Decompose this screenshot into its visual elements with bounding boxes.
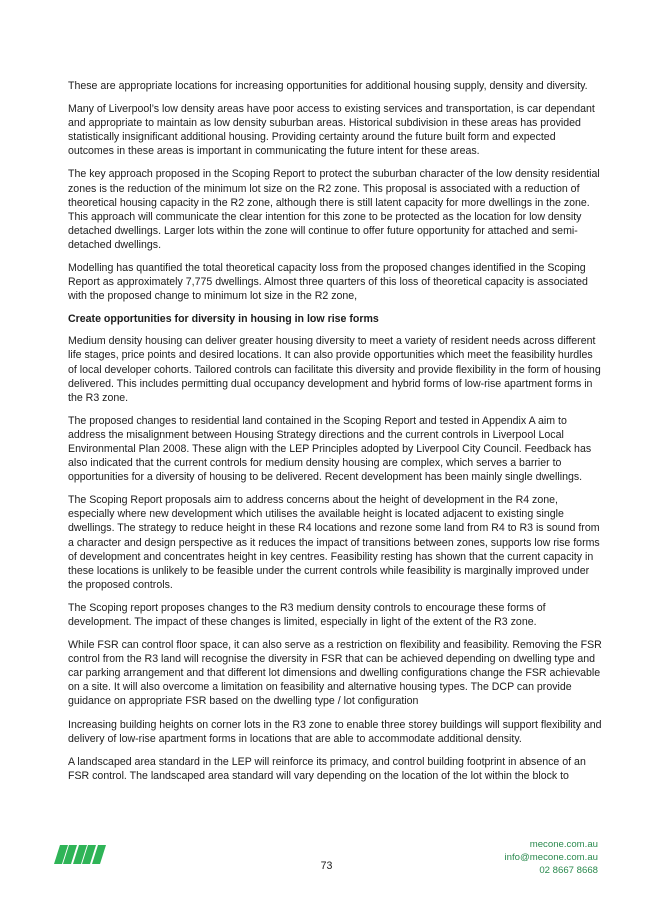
paragraph: While FSR can control floor space, it can also serve as a restriction on flexibility and feasibility. Removing the FSR control from the R3 land will recognise the diversity in FSR that can be achieved depending on dwelling type and car parking arrangement and that different lot dimensions and dwelling configurations change the FSR achievable on a site. It will also overcome a limitation on feasibility and alternative housing types. The DCP can provide guidance on appropriate FSR based on the dwelling type / lot configuration — [68, 639, 602, 708]
document-body — [68, 79, 604, 792]
paragraph: A landscaped area standard in the LEP will reinforce its primacy, and control building footprint in absence of an FSR control. The landscaped area standard will vary depending on the location of the lot within the block to — [68, 755, 586, 782]
page-footer — [0, 830, 653, 890]
phone-number: 02 8667 8668 — [539, 865, 598, 876]
paragraph: Modelling has quantified the total theoretical capacity loss from the proposed changes identified in the Scoping Report as approximately 7,775 dwellings. Almost three quarters of this loss of theoretical capacity is associated with the proposed change to minimum lot size in the R2 zone, — [68, 262, 588, 303]
paragraph: Increasing building heights on corner lots in the R3 zone to enable three storey buildings will support flexibility and delivery of low-rise apartment forms in locations that are able to accommodate additional density. — [68, 718, 602, 745]
paragraph: The Scoping Report proposals aim to address concerns about the height of development in the R4 zone, especially where new development which utilises the available height is located adjacent to existing single dwellings. The strategy to reduce height in these R4 locations and rezone some land from R4 to R3 is sound from a character and design perspective as it reduces the impact of transitions between zones, supports low rise forms of development and concentrates height in key centres. Feasibility resting has shown that the current capacity in these locations is unlikely to be feasible under the current controls while feasibility is marginally improved under the proposed controls. — [68, 494, 600, 591]
paragraph: The Scoping report proposes changes to the R3 medium density controls to encourage these forms of development. The impact of these changes is limited, especially in light of the extent of the R3 zone. — [68, 601, 546, 628]
paragraph: These are appropriate locations for increasing opportunities for additional housing supply, density and diversity. — [68, 80, 588, 92]
paragraph: The proposed changes to residential land contained in the Scoping Report and tested in Appendix A aim to address the misalignment between Housing Strategy directions and the current controls in Liverpool Local Environmental Plan 2008. These align with the LEP Principles adopted by Liverpool City Council. Feedback has also indicated that the current controls for medium density housing are complex, which serves a barrier to opportunities for a diversity of housing to be delivered. Recent development has been mainly single dwellings. — [68, 414, 592, 484]
email-link[interactable]: info@mecone.com.au — [504, 852, 598, 863]
section-heading: Create opportunities for diversity in housing in low rise forms — [68, 313, 379, 326]
paragraph: Many of Liverpool’s low density areas have poor access to existing services and transportation, is car dependant and appropriate to maintain as low density suburban areas. Historical subdivision in these areas has provided statistically insignificant additional housing. Providing certainty around the future built form and expected outcomes in these areas is important in communicating the future intent for these areas. — [68, 103, 595, 158]
paragraph: Medium density housing can deliver greater housing diversity to meet a variety of resident needs across different life stages, price points and desired locations. It can also provide opportunities which meet the feasibility hurdles of local developer cohorts. Tailored controls can facilitate this diversity and provide flexibility in the form of housing delivered. This includes permitting dual occupancy development and hybrid forms of low-rise apartment forms in the R3 zone. — [68, 335, 601, 404]
paragraph: The key approach proposed in the Scoping Report to protect the suburban character of the low density residential zones is the reduction of the minimum lot size on the R2 zone. This proposal is associated with a reduction of theoretical housing capacity in the R2 zone, although there is still latent capacity for more dwellings in the zone. This approach will communicate the clear intention for this zone to be protected as the location for low density detached dwellings. Larger lots within the zone will continue to offer future opportunity for attached and semi-detached dwellings. — [68, 168, 600, 251]
page-number: 73 — [320, 860, 333, 872]
contact-details — [505, 838, 598, 877]
website-link[interactable]: mecone.com.au — [529, 839, 598, 850]
